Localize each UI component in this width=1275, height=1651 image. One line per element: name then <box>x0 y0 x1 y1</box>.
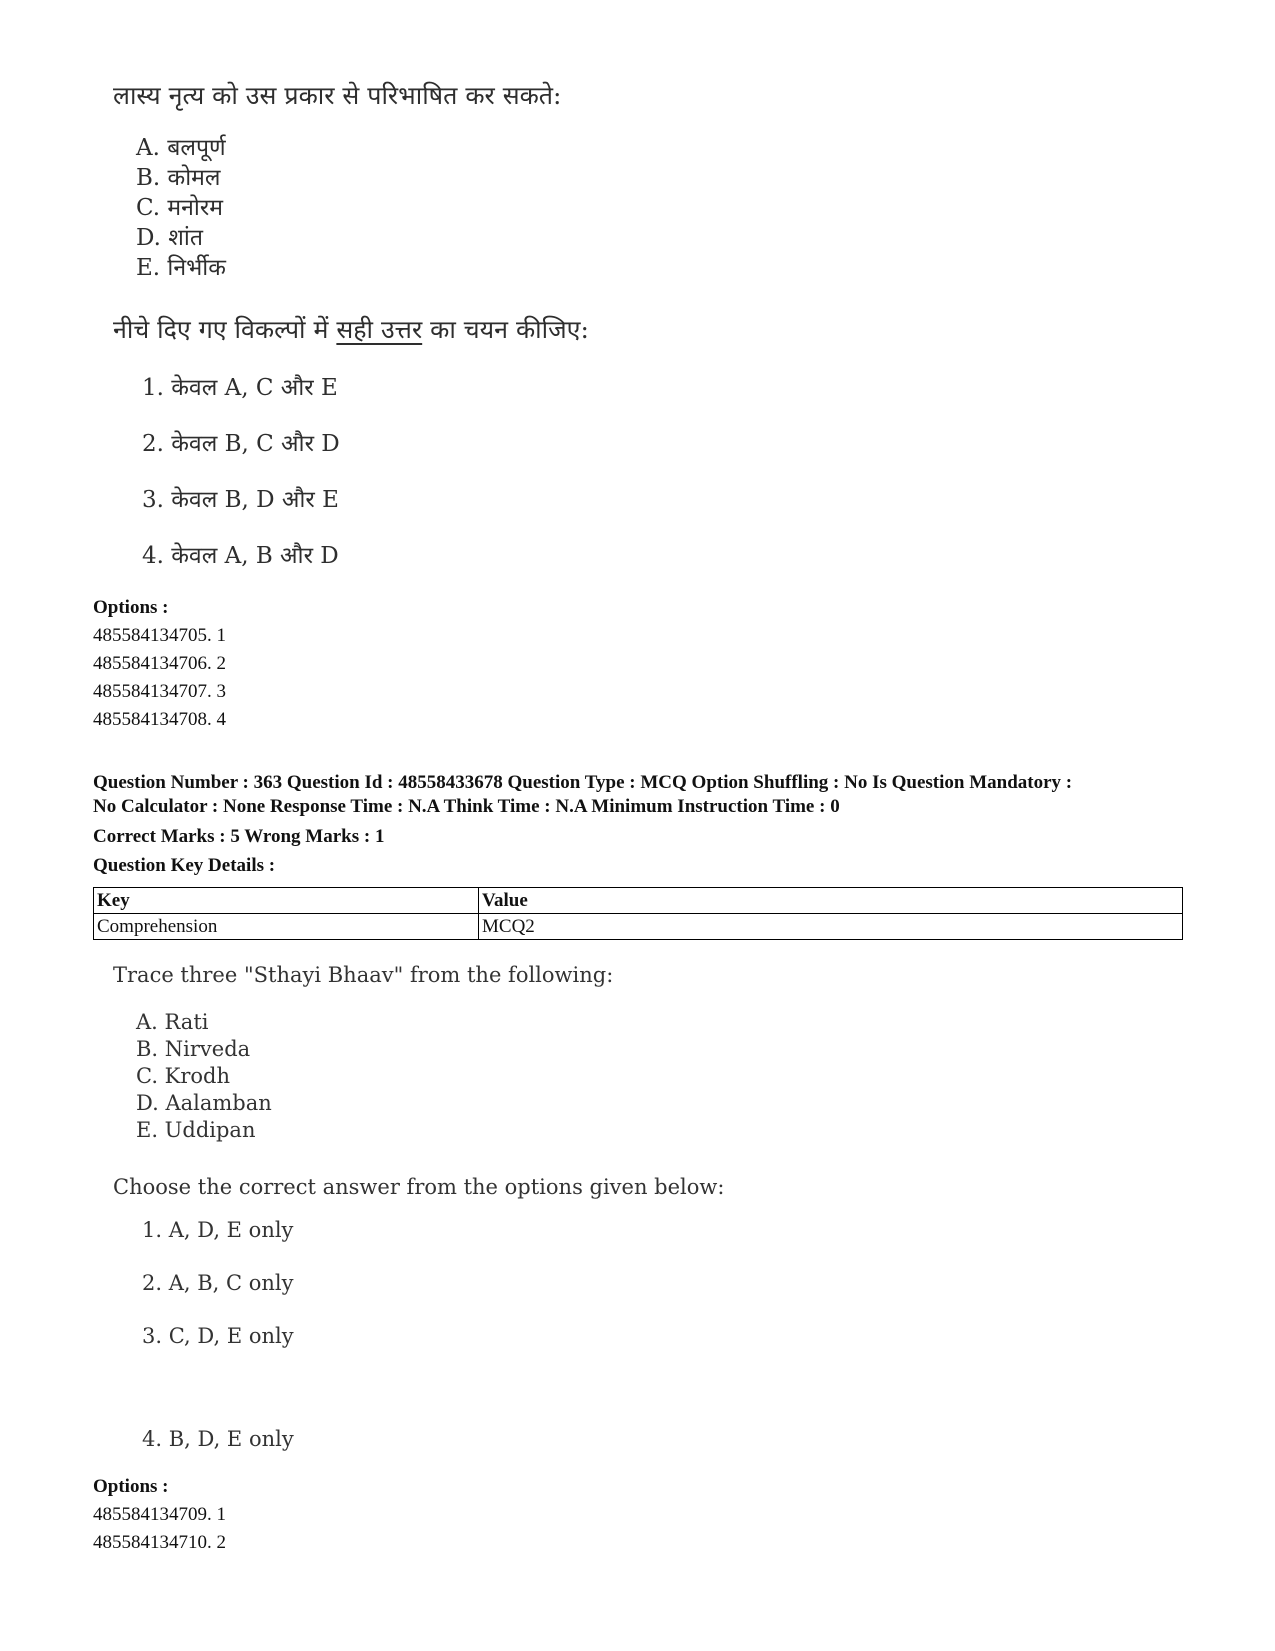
question-1-item-c: C. मनोरम <box>136 195 224 221</box>
table-header-key: Key <box>94 888 479 914</box>
table-cell-key: Comprehension <box>94 914 479 940</box>
question-1-option-1: 485584134705. 1 <box>93 625 226 646</box>
question-2-choice-3: 3. C, D, E only <box>142 1324 294 1348</box>
question-1-choice-3: 3. केवल B, D और E <box>142 487 339 513</box>
question-2-option-2: 485584134710. 2 <box>93 1532 226 1553</box>
question-1-item-b: B. कोमल <box>136 165 221 191</box>
question-2-options-label: Options : <box>93 1476 169 1497</box>
question-2-item-c: C. Krodh <box>136 1064 231 1088</box>
question-2-marks: Correct Marks : 5 Wrong Marks : 1 <box>93 826 385 847</box>
question-2-key-details-label: Question Key Details : <box>93 855 276 876</box>
question-2-meta-line-2: No Calculator : None Response Time : N.A Think Time : N.A Minimum Instruction Time : 0 <box>93 796 840 817</box>
question-1-item-d: D. शांत <box>136 225 203 251</box>
question-2-item-b: B. Nirveda <box>136 1037 251 1061</box>
question-1-instruction: नीचे दिए गए विकल्पों में सही उत्तर का चयन कीजिए: <box>113 315 589 344</box>
question-2-option-1: 485584134709. 1 <box>93 1504 226 1525</box>
question-1-options-label: Options : <box>93 597 169 618</box>
question-2-choice-2: 2. A, B, C only <box>142 1271 294 1295</box>
question-2-item-e: E. Uddipan <box>136 1118 256 1142</box>
question-1-item-e: E. निर्भीक <box>136 255 226 281</box>
question-1-option-2: 485584134706. 2 <box>93 653 226 674</box>
question-2-item-d: D. Aalamban <box>136 1091 272 1115</box>
question-1-choice-1: 1. केवल A, C और E <box>142 375 338 401</box>
question-1-item-a: A. बलपूर्ण <box>136 135 226 161</box>
table-header-row <box>94 888 1183 914</box>
question-1-choice-4: 4. केवल A, B और D <box>142 543 339 569</box>
question-2-instruction: Choose the correct answer from the options given below: <box>113 1175 725 1199</box>
question-1-option-3: 485584134707. 3 <box>93 681 226 702</box>
table-header-value: Value <box>479 888 1183 914</box>
question-2-choice-1: 1. A, D, E only <box>142 1218 294 1242</box>
table-cell-value: MCQ2 <box>479 914 1183 940</box>
question-key-table <box>93 887 1183 940</box>
question-1-option-4: 485584134708. 4 <box>93 709 226 730</box>
question-2-stem: Trace three "Sthayi Bhaav" from the following: <box>113 963 614 987</box>
question-2-item-a: A. Rati <box>136 1010 209 1034</box>
question-2-choice-4: 4. B, D, E only <box>142 1427 294 1451</box>
question-1-choice-2: 2. केवल B, C और D <box>142 431 340 457</box>
question-2-meta-line-1: Question Number : 363 Question Id : 48558433678 Question Type : MCQ Option Shuffling : No Is Question Mandatory : <box>93 772 1073 793</box>
table-row <box>94 914 1183 940</box>
question-1-stem: लास्य नृत्य को उस प्रकार से परिभाषित कर सकते: <box>113 81 562 110</box>
